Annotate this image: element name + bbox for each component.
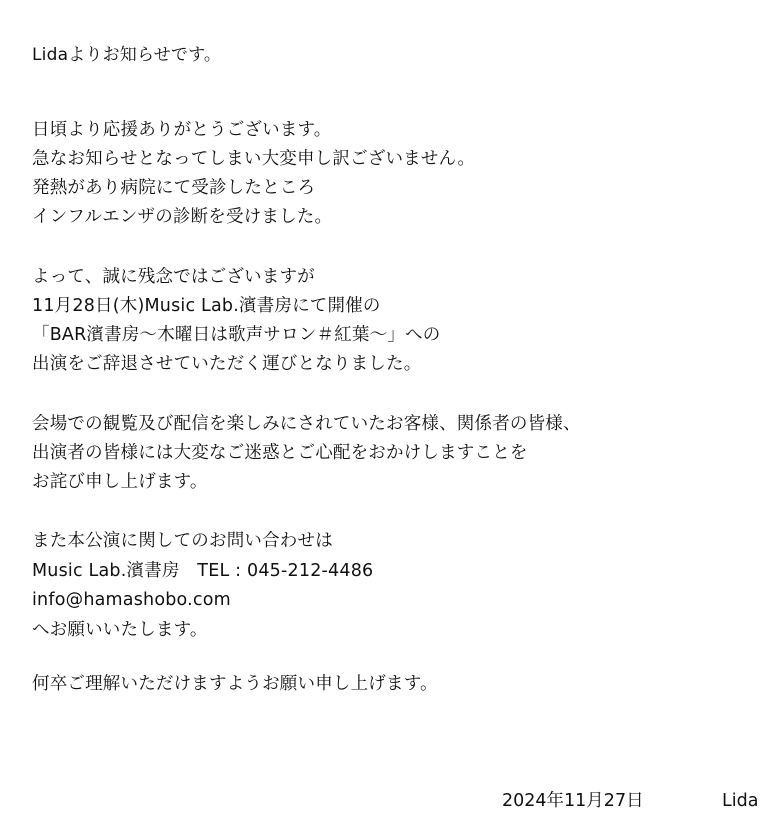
signature-date: 2024年11月27日 — [502, 791, 644, 811]
paragraph3-line1: 会場での観覧及び配信を楽しみにされていたお客様、関係者の皆様、 — [32, 414, 581, 434]
paragraph1-line4: インフルエンザの診断を受けました。 — [32, 207, 333, 227]
paragraph2-line1: よって、誠に残念ではございますが — [32, 267, 315, 287]
signature-name: Lida — [722, 791, 759, 811]
closing-line: 何卒ご理解いただけますようお願い申し上げます。 — [32, 674, 438, 694]
paragraph1-line2: 急なお知らせとなってしまい大変申し訳ございません。 — [32, 149, 476, 169]
paragraph4-line4: へお願いいたします。 — [32, 620, 208, 640]
paragraph3-line3: お詫び申し上げます。 — [32, 472, 208, 492]
paragraph2-line4: 出演をご辞退させていただく運びとなりました。 — [32, 354, 422, 374]
paragraph1-line1: 日頃より応援ありがとうございます。 — [32, 120, 332, 140]
paragraph2-line3: 「BAR濱書房〜木曜日は歌声サロン＃紅葉〜」への — [32, 325, 441, 345]
paragraph4-line1: また本公演に関してのお問い合わせは — [32, 531, 333, 551]
paragraph1-line3: 発熱があり病院にて受診したところ — [32, 178, 316, 198]
contact-venue-phone: Music Lab.濱書房 TEL : 045-212-4486 — [32, 561, 374, 581]
notice-greeting: Lidaよりお知らせです。 — [32, 45, 222, 65]
paragraph3-line2: 出演者の皆様には大変なご迷惑とご心配をおかけしますことを — [32, 443, 528, 463]
paragraph2-line2: 11月28日(木)Music Lab.濱書房にて開催の — [32, 296, 381, 316]
contact-email: info@hamashobo.com — [32, 590, 231, 610]
